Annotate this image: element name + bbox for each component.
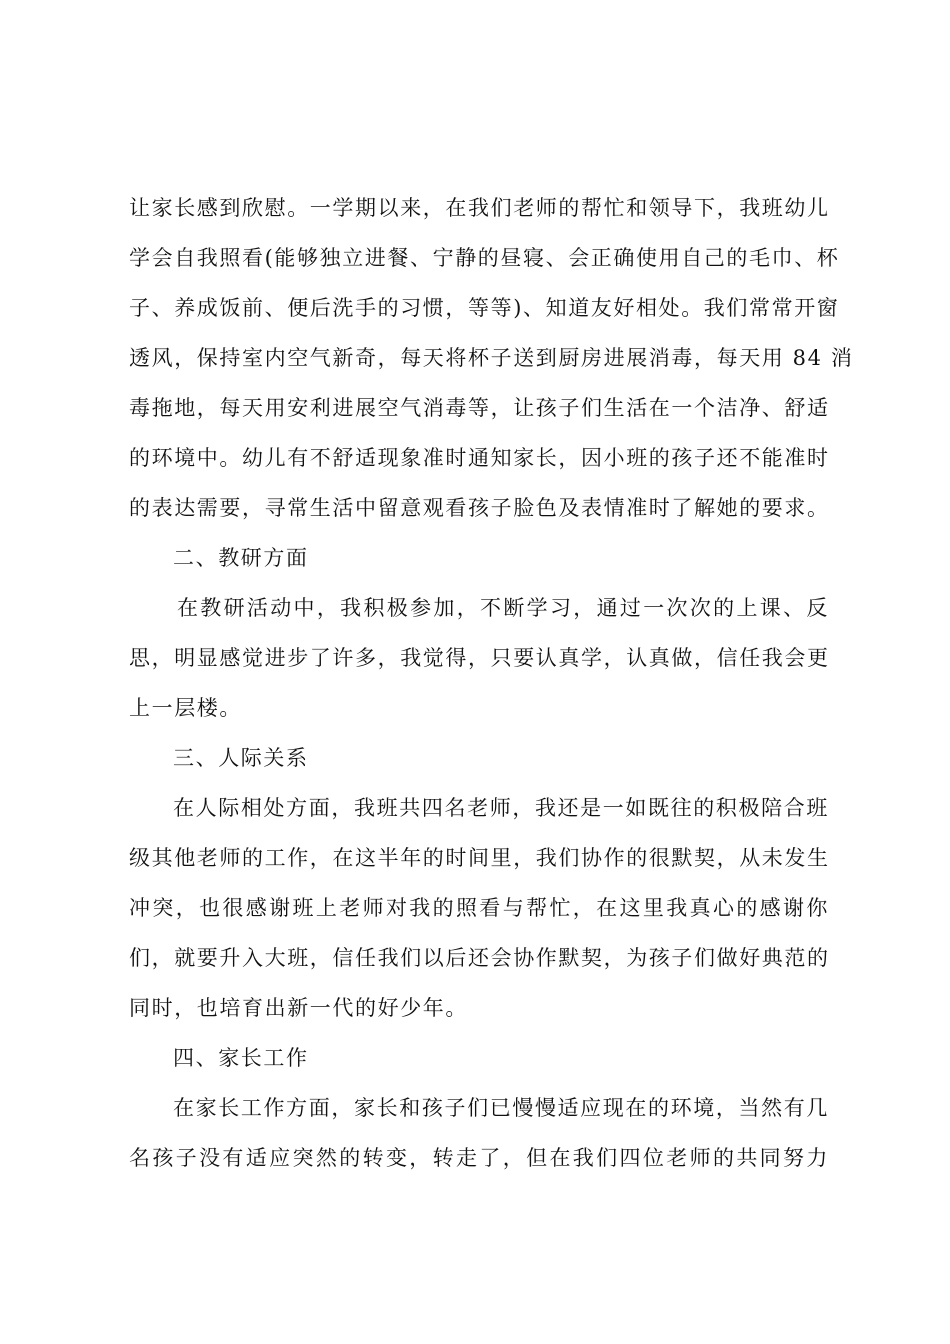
paragraph-line: 毒拖地，每天用安利进展空气消毒等，让孩子们生活在一个洁净、舒适: [129, 396, 830, 420]
section-heading: 四、家长工作: [173, 1046, 309, 1070]
section-heading: 三、人际关系: [173, 746, 309, 770]
paragraph-line: 名孩子没有适应突然的转变，转走了，但在我们四位老师的共同努力: [129, 1146, 829, 1170]
paragraph-line: 们，就要升入大班，信任我们以后还会协作默契，为孩子们做好典范的: [129, 946, 830, 970]
paragraph-line: 思，明显感觉进步了许多，我觉得，只要认真学，认真做，信任我会更: [129, 646, 830, 670]
paragraph-line: 级其他老师的工作，在这半年的时间里，我们协作的很默契，从未发生: [129, 846, 830, 870]
paragraph-line: 透风，保持室内空气新奇，每天将杯子送到厨房进展消毒，每天用 84 消: [129, 346, 854, 370]
paragraph-line: 学会自我照看(能够独立进餐、宁静的昼寝、会正确使用自己的毛巾、杯: [129, 246, 840, 270]
paragraph-line: 在教研活动中，我积极参加，不断学习，通过一次次的上课、反: [177, 596, 829, 620]
section-heading: 二、教研方面: [173, 546, 309, 570]
paragraph-line: 的环境中。幼儿有不舒适现象准时通知家长，因小班的孩子还不能准时: [129, 446, 830, 470]
paragraph-line: 在人际相处方面，我班共四名老师，我还是一如既往的积极陪合班: [173, 796, 829, 820]
paragraph-line: 上一层楼。: [129, 696, 242, 720]
paragraph-line: 在家长工作方面，家长和孩子们已慢慢适应现在的环境，当然有几: [173, 1096, 829, 1120]
paragraph-line: 冲突，也很感谢班上老师对我的照看与帮忙，在这里我真心的感谢你: [129, 896, 829, 920]
paragraph-line: 让家长感到欣慰。一学期以来，在我们老师的帮忙和领导下，我班幼儿: [129, 196, 830, 220]
paragraph-line: 的表达需要，寻常生活中留意观看孩子脸色及表情准时了解她的要求。: [129, 496, 830, 520]
paragraph-line: 同时，也培育出新一代的好少年。: [129, 996, 468, 1020]
paragraph-line: 子、养成饭前、便后洗手的习惯，等等)、知道友好相处。我们常常开窗: [129, 296, 840, 320]
